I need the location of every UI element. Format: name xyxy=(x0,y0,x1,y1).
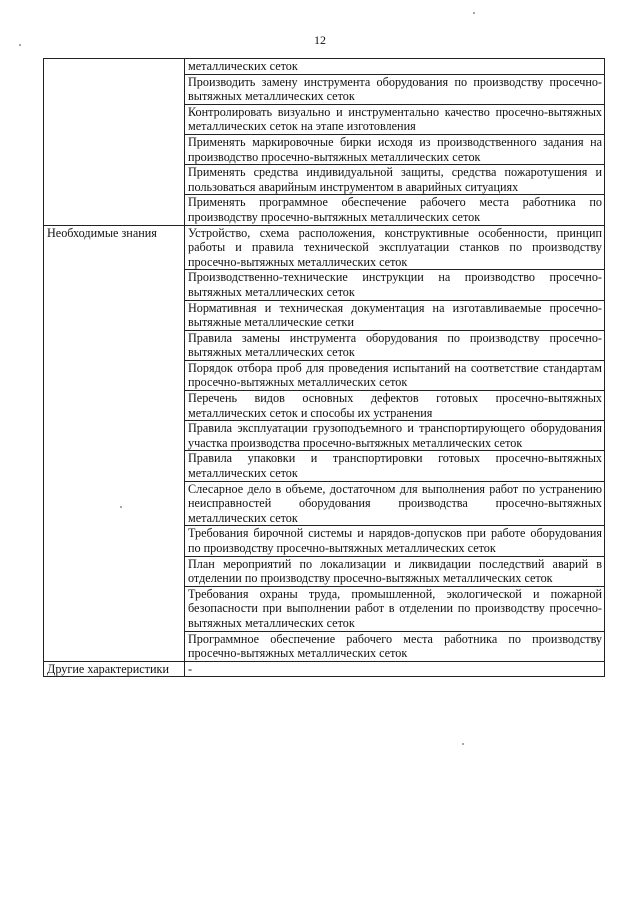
table-cell: - xyxy=(185,661,605,677)
table-cell: Правила упаковки и транспортировки готовых просечно-вытяжных металлических сеток xyxy=(185,451,605,481)
table-row xyxy=(44,225,605,270)
table-cell: Применять маркировочные бирки исходя из производственного задания на производство просечно-вытяжных металлических сеток xyxy=(185,134,605,164)
table-cell: Порядок отбора проб для проведения испытаний на соответствие стандартам просечно-вытяжных металлических сеток xyxy=(185,360,605,390)
table-cell: Перечень видов основных дефектов готовых просечно-вытяжных металлических сеток и способы их устранения xyxy=(185,391,605,421)
table-row xyxy=(44,59,605,75)
table-cell: Слесарное дело в объеме, достаточном для выполнения работ по устранению неисправностей оборудования производства просечно-вытяжных металлических сеток xyxy=(185,481,605,526)
table-cell: Правила замены инструмента оборудования по производству просечно-вытяжных металлических сеток xyxy=(185,330,605,360)
table-cell: Требования бирочной системы и нарядов-допусков при работе оборудования по производству просечно-вытяжных металлических сеток xyxy=(185,526,605,556)
table-cell: Требования охраны труда, промышленной, экологической и пожарной безопасности при выполнении работ в отделении по производству просечно-вытяжных металлических сеток xyxy=(185,586,605,631)
table-cell: Устройство, схема расположения, конструктивные особенности, принцип работы и правила технической эксплуатации станков по производству просечно-вытяжных металлических сеток xyxy=(185,225,605,270)
table-cell: Производить замену инструмента оборудования по производству просечно-вытяжных металлических сеток xyxy=(185,74,605,104)
table-cell: Контролировать визуально и инструментально качество просечно-вытяжных металлических сеток на этапе изготовления xyxy=(185,104,605,134)
table-cell: Программное обеспечение рабочего места работника по производству просечно-вытяжных металлических сеток xyxy=(185,631,605,661)
scan-speck xyxy=(462,743,464,745)
table-cell: Производственно-технические инструкции на производство просечно-вытяжных металлических сеток xyxy=(185,270,605,300)
table-cell: Нормативная и техническая документация на изготавливаемые просечно-вытяжные металлические сетки xyxy=(185,300,605,330)
table-cell: Применять средства индивидуальной защиты, средства пожаротушения и пользоваться аварийным инструментом в аварийных ситуациях xyxy=(185,165,605,195)
table-row xyxy=(44,661,605,677)
scan-speck xyxy=(19,44,21,46)
table-cell: Применять программное обеспечение рабочего места работника по производству просечно-вытяжных металлических сеток xyxy=(185,195,605,225)
table-cell: металлических сеток xyxy=(185,59,605,75)
scan-speck xyxy=(473,12,475,14)
row-label-other-characteristics: Другие характеристики xyxy=(44,661,185,677)
row-label-required-knowledge: Необходимые знания xyxy=(44,225,185,661)
requirements-table xyxy=(43,58,605,677)
scan-speck xyxy=(120,506,122,508)
table-cell: Правила эксплуатации грузоподъемного и транспортирующего оборудования участка производства просечно-вытяжных металлических сеток xyxy=(185,421,605,451)
row-label xyxy=(44,59,185,226)
page-number: 12 xyxy=(314,33,326,47)
table-cell: План мероприятий по локализации и ликвидации последствий аварий в отделении по производству просечно-вытяжных металлических сеток xyxy=(185,556,605,586)
